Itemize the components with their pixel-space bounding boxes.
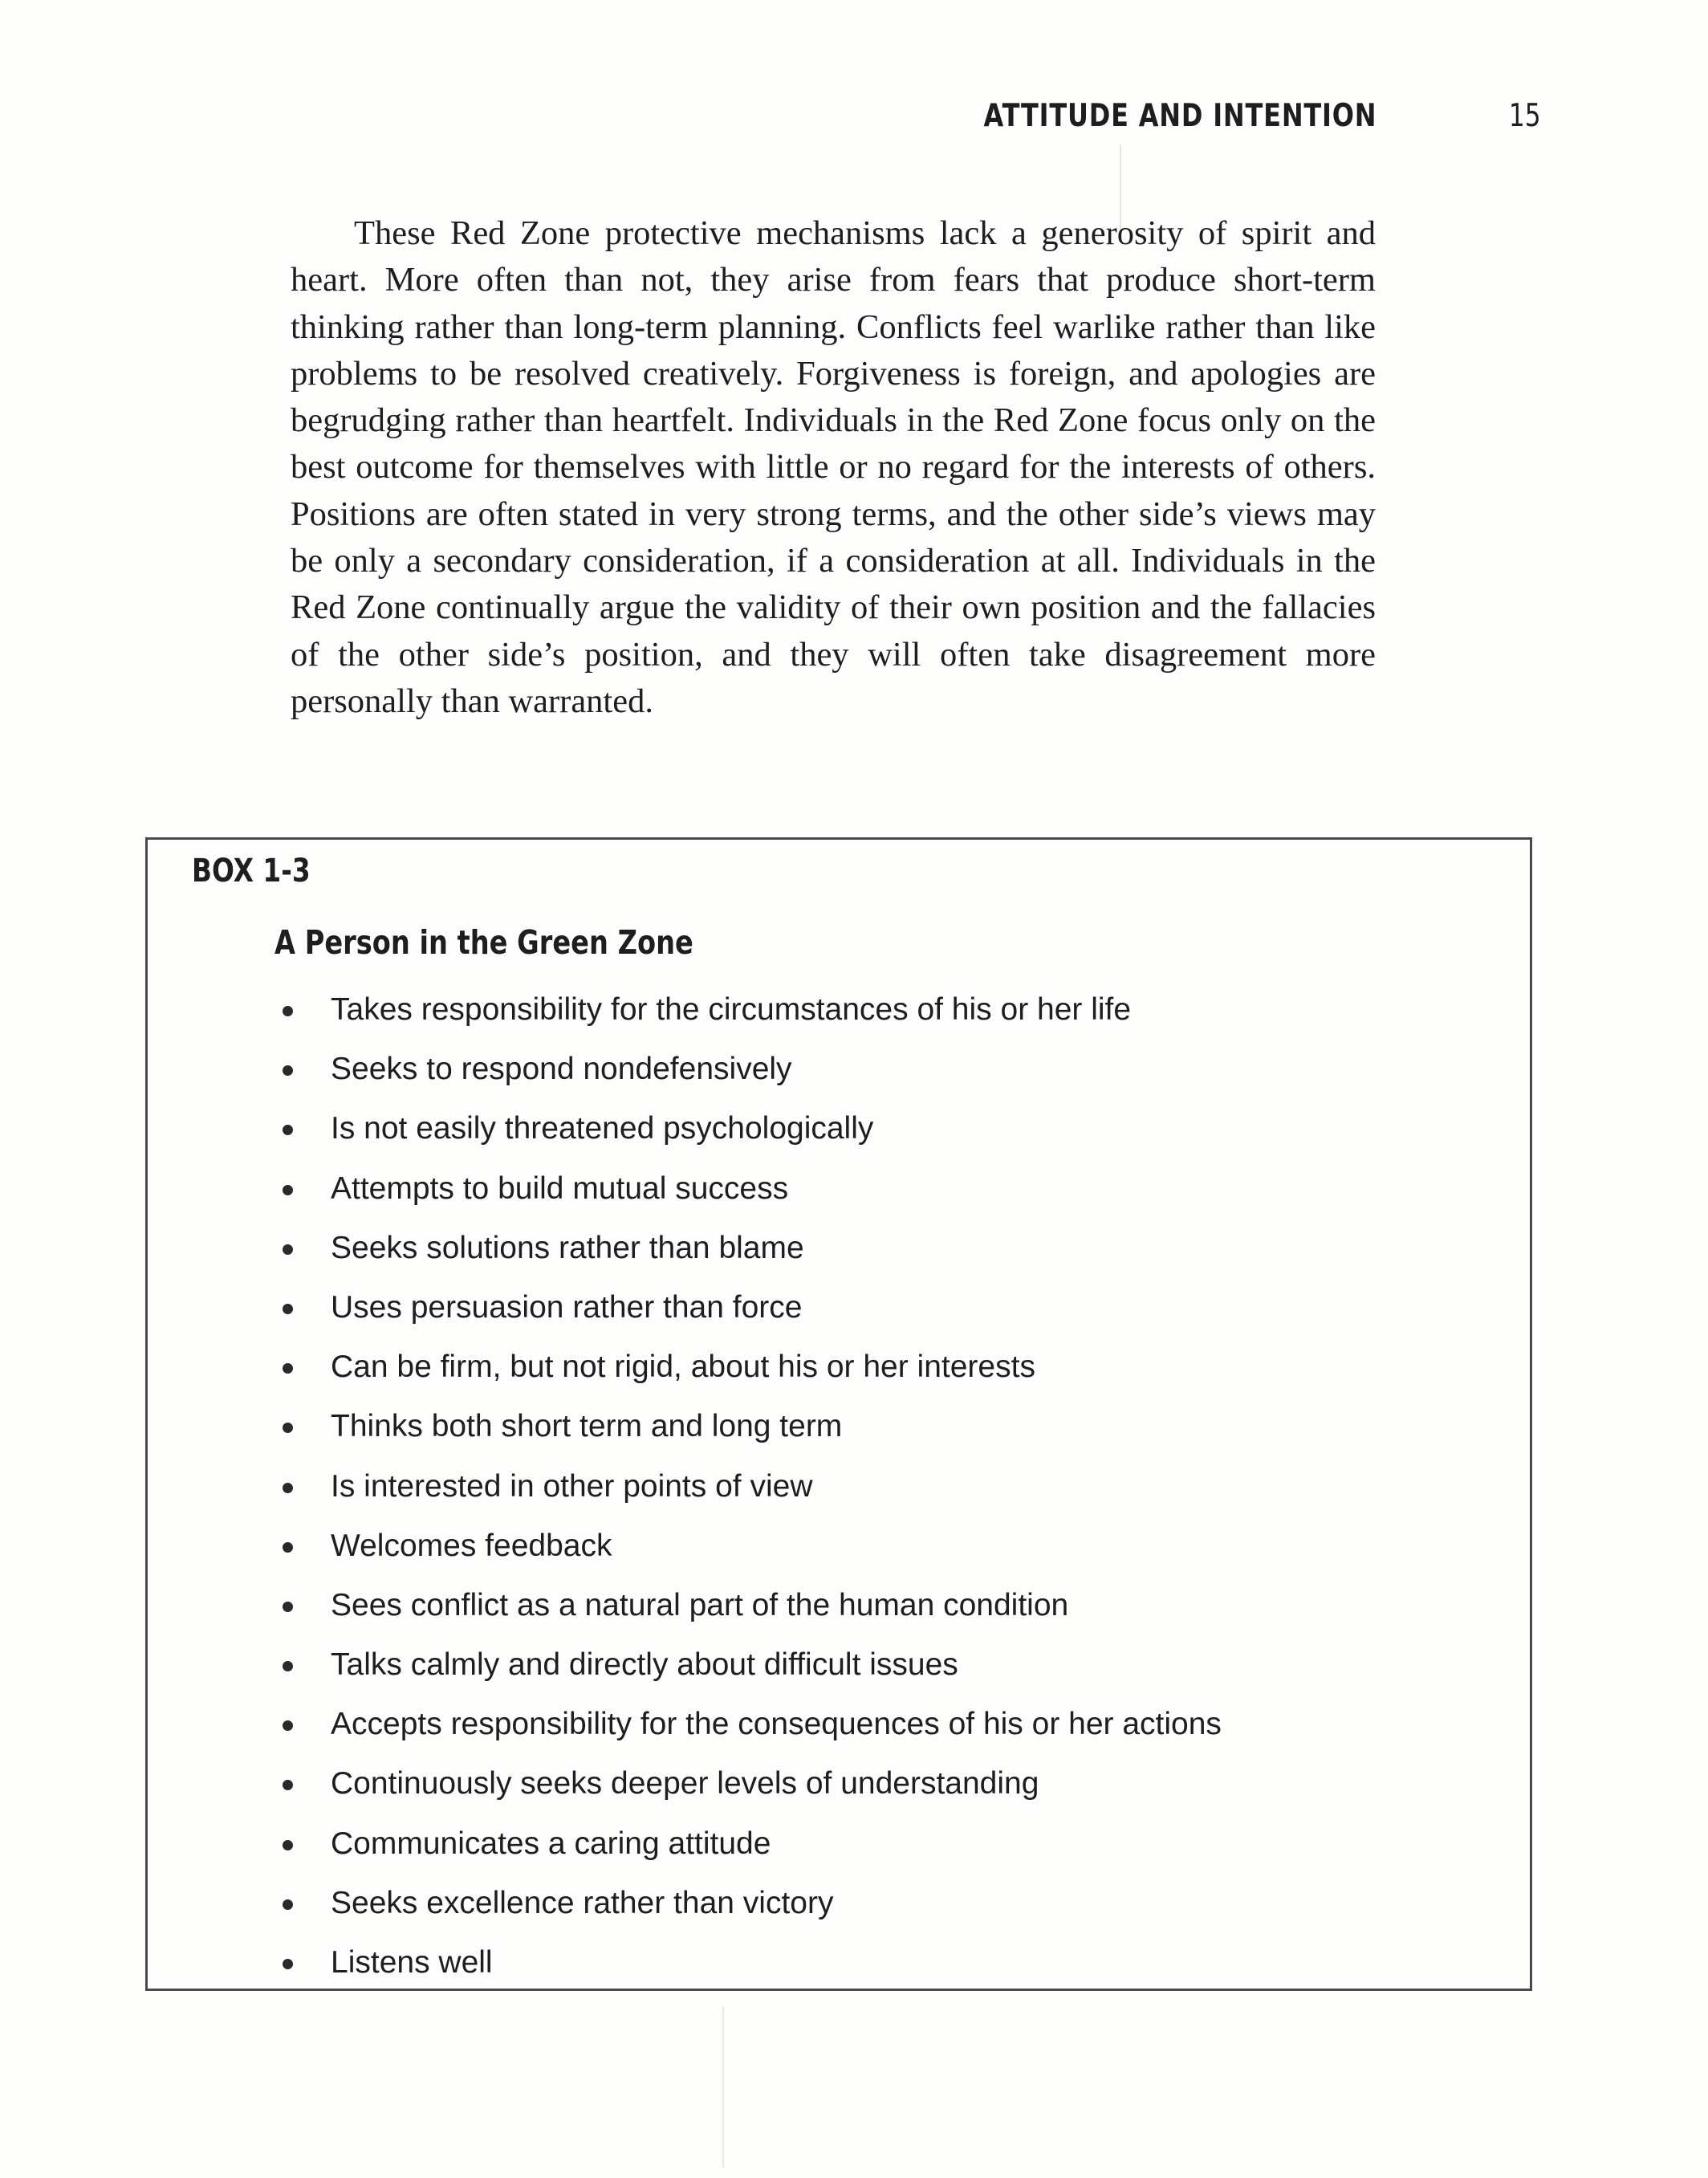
list-item [276, 1635, 1480, 1695]
bullet-icon [283, 1423, 293, 1433]
list-item [276, 1516, 1480, 1576]
bullet-icon [283, 1602, 293, 1612]
box-title: A Person in the Green Zone [274, 923, 693, 962]
bullet-icon [283, 1363, 293, 1374]
running-header [883, 98, 1541, 146]
bullet-icon [283, 1959, 293, 1969]
list-item-text: Continuously seeks deeper levels of understanding [331, 1766, 1039, 1801]
list-item [276, 1397, 1480, 1456]
box-green-zone [145, 837, 1532, 1991]
bullet-icon [283, 1244, 293, 1255]
list-item-text: Uses persuasion rather than force [331, 1289, 803, 1325]
list-item [276, 1278, 1480, 1337]
bullet-icon [283, 1125, 293, 1135]
list-item [276, 1754, 1480, 1814]
bullet-icon [283, 1840, 293, 1850]
bullet-icon [283, 1542, 293, 1553]
list-item-text: Talks calmly and directly about difficult issues [331, 1647, 958, 1683]
list-item-text: Accepts responsibility for the consequences of his or her actions [331, 1707, 1222, 1742]
bullet-icon [283, 1185, 293, 1195]
bullet-icon [283, 1780, 293, 1790]
list-item [276, 1457, 1480, 1516]
list-item-text: Communicates a caring attitude [331, 1826, 771, 1861]
list-item-text: Listens well [331, 1945, 493, 1980]
bullet-icon [283, 1661, 293, 1671]
list-item-text: Attempts to build mutual success [331, 1170, 789, 1206]
list-item-text: Is not easily threatened psychologically [331, 1111, 874, 1146]
bullet-icon [283, 1065, 293, 1076]
box-label: BOX 1-3 [192, 853, 311, 890]
list-item [276, 1337, 1480, 1397]
list-item [276, 1874, 1480, 1933]
bullet-icon [283, 1304, 293, 1314]
list-item-text: Can be firm, but not rigid, about his or her interests [331, 1350, 1035, 1385]
list-item-text: Seeks excellence rather than victory [331, 1885, 834, 1920]
list-item-text: Welcomes feedback [331, 1528, 612, 1563]
list-item [276, 1219, 1480, 1278]
list-item [276, 1040, 1480, 1099]
body-paragraph: These Red Zone protective mechanisms lack a generosity of spirit and heart. More often than not, they arise from fears that produce short-term thinking rather than long-term planning. Conflicts feel warlike rather than like problems to be resolved creatively. Forgiveness is foreign, and apologies are begrudging rather than heartfelt. Individuals in the Red Zone focus only on the best outcome for themselves with little or no regard for the interests of others. Positions are often stated in very strong terms, and the other side’s views may be only a secondary consideration, if a consideration at all. Individuals in the Red Zone continually argue the validity of their own position and the fallacies of the other side’s position, and they will often take disagreement more personally than warranted. [291, 214, 1376, 720]
bullet-icon [283, 1006, 293, 1016]
list-item [276, 1099, 1480, 1158]
list-item-text: Seeks solutions rather than blame [331, 1230, 804, 1265]
list-item [276, 1576, 1480, 1635]
list-item-text: Seeks to respond nondefensively [331, 1052, 792, 1087]
trait-list [276, 980, 1480, 1993]
list-item [276, 1814, 1480, 1874]
list-item-text: Is interested in other points of view [331, 1468, 813, 1504]
bullet-icon [283, 1720, 293, 1731]
bullet-icon [283, 1483, 293, 1493]
bullet-icon [283, 1899, 293, 1910]
page-crease [722, 2007, 724, 2168]
list-item [276, 1695, 1480, 1754]
chapter-title: ATTITUDE AND INTENTION [983, 98, 1377, 134]
list-item [276, 1933, 1480, 1993]
list-item-text: Thinks both short term and long term [331, 1409, 843, 1444]
list-item-text: Takes responsibility for the circumstances of his or her life [331, 992, 1132, 1027]
page-number: 15 [1509, 98, 1541, 134]
list-item [276, 1159, 1480, 1219]
list-item-text: Sees conflict as a natural part of the human condition [331, 1587, 1069, 1622]
list-item [276, 980, 1480, 1040]
